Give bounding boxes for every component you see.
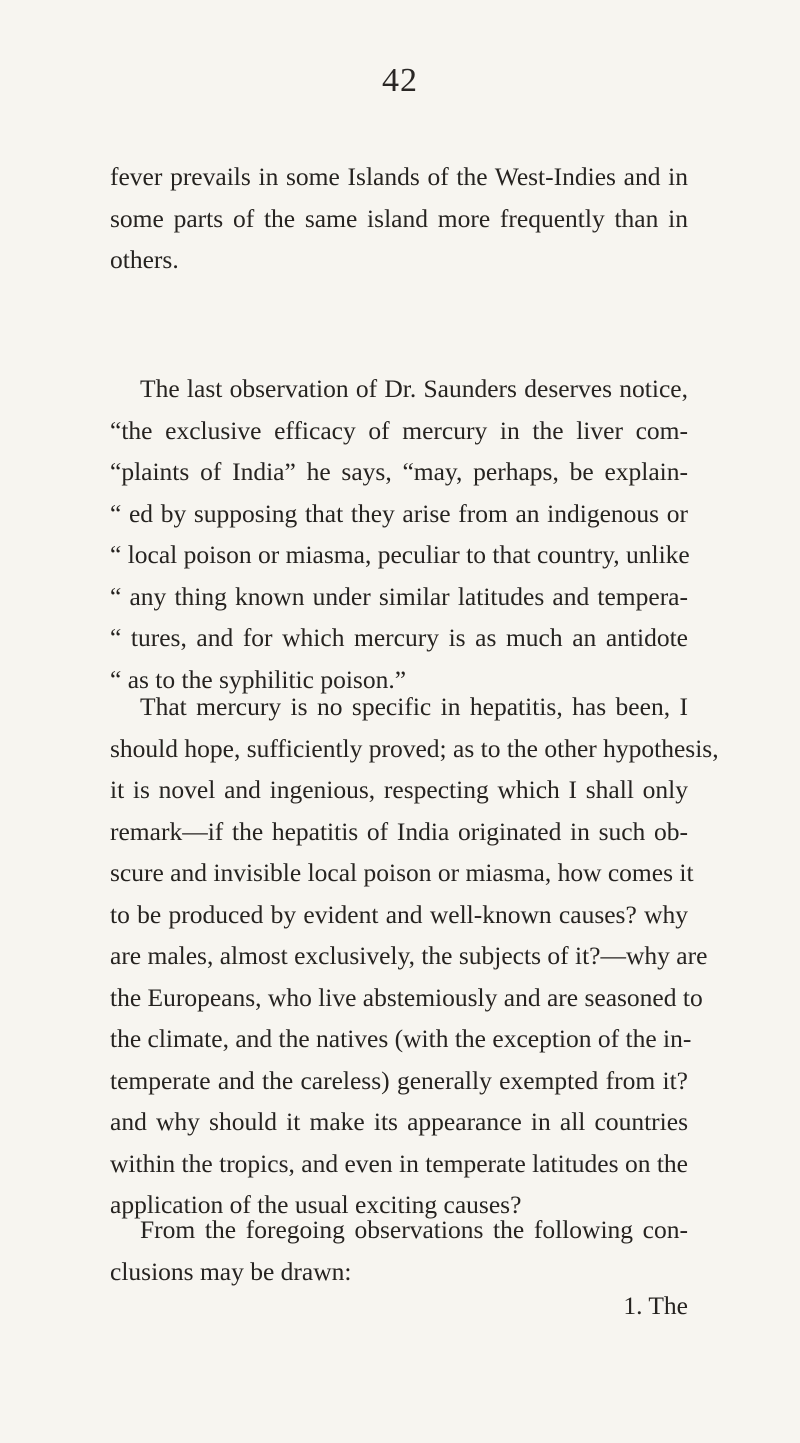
text-line: “ as to the syphilitic poison.” <box>110 664 407 694</box>
text-line: fever prevails in some Islands of the West-Indies and in <box>110 162 688 191</box>
text-line: it is novel and ingenious, respecting which I shall only <box>110 775 688 804</box>
text-line: some parts of the same island more frequently than in <box>110 203 688 233</box>
page-number: 42 <box>382 62 418 99</box>
text-line: the Europeans, who live abstemiously and are seasoned to <box>110 982 703 1012</box>
text-line: others. <box>110 245 179 274</box>
text-line: From the foregoing observations the following con- <box>140 1215 688 1244</box>
text-line: within the tropics, and even in temperate latitudes on the <box>110 1148 688 1178</box>
text-line: “ any thing known under similar latitudes and tempera- <box>110 581 688 611</box>
text-line: application of the usual exciting causes? <box>110 1190 522 1219</box>
text-line: the climate, and the natives (with the exception of the in- <box>110 1024 692 1053</box>
text-line: and why should it make its appearance in all countries <box>110 1107 688 1136</box>
text-line: The last observation of Dr. Saunders deserves notice, <box>140 374 688 403</box>
text-line: clusions may be drawn: <box>110 1256 352 1286</box>
text-line: “the exclusive efficacy of mercury in the liver com- <box>110 415 688 445</box>
text-line: “ tures, and for which mercury is as much an antidote <box>110 623 688 652</box>
text-line: should hope, sufficiently proved; as to the other hypothesis, <box>110 733 719 763</box>
paragraph-4 <box>110 1209 688 1292</box>
text-line: remark—if the hepatitis of India originated in such ob- <box>110 816 688 846</box>
catchword: 1. The <box>623 1291 688 1320</box>
text-line: to be produced by evident and well-known causes? why <box>110 899 688 929</box>
text-line: are males, almost exclusively, the subjects of it?—why are <box>110 941 708 970</box>
text-line: “plaints of India” he says, “may, perhaps, be explain- <box>110 457 688 486</box>
paragraph-3 <box>110 686 719 1226</box>
text-line: “ local poison or miasma, peculiar to that country, unlike <box>110 540 690 569</box>
text-line: scure and invisible local poison or miasma, how comes it <box>110 858 694 887</box>
paragraph-1 <box>110 156 688 281</box>
paragraph-2 <box>110 368 688 700</box>
text-line: “ ed by supposing that they arise from an indigenous or <box>110 498 688 528</box>
text-line: temperate and the careless) generally exempted from it? <box>110 1065 688 1095</box>
text-line: That mercury is no specific in hepatitis, has been, I <box>140 692 688 721</box>
